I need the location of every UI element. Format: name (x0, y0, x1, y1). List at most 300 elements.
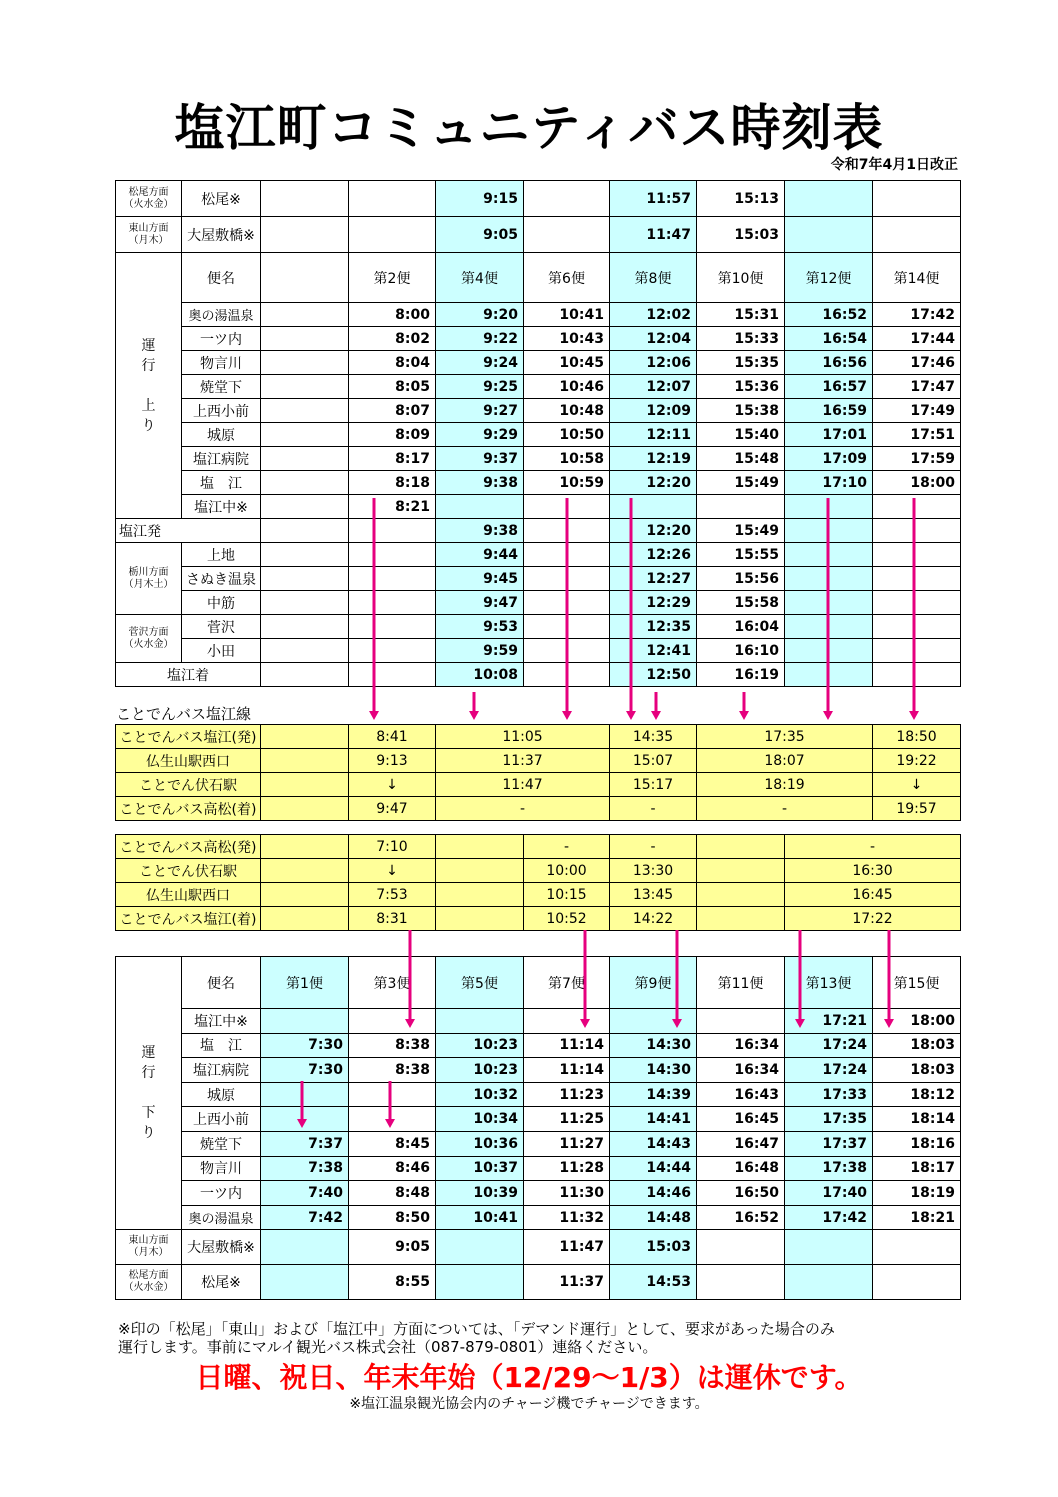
kotoden-down-row (116, 835, 961, 859)
time-cell: 15:49 (697, 519, 785, 543)
time-cell: 17:21 (785, 1009, 873, 1034)
time-cell: 12:29 (610, 591, 697, 615)
time-cell: 9:24 (436, 351, 524, 375)
loop-stop-row (116, 519, 961, 543)
time-cell: 12:20 (610, 519, 697, 543)
loop-stop-row (116, 615, 961, 639)
empty-cell (436, 835, 524, 859)
kotoden-up-row (116, 773, 961, 797)
time-cell: 17:24 (785, 1033, 873, 1058)
stop-name: ことでん伏石駅 (116, 773, 261, 797)
time-cell: ↓ (349, 859, 436, 883)
stop-name: ことでんバス塩江(着) (116, 907, 261, 931)
stop-name: 一ツ内 (182, 1181, 261, 1206)
stop-name: 大屋敷橋※ (182, 217, 261, 253)
time-cell (261, 303, 349, 327)
time-cell: 10:23 (436, 1033, 524, 1058)
time-cell: 18:03 (873, 1033, 961, 1058)
time-cell (873, 639, 961, 663)
empty-cell (261, 907, 349, 931)
time-cell: 10:00 (524, 859, 610, 883)
down-demand-row (116, 1230, 961, 1265)
time-cell: 17:35 (697, 725, 873, 749)
time-cell: 17:35 (785, 1107, 873, 1132)
time-cell (349, 217, 436, 253)
demand-notice-line2: 運行します。事前にマルイ観光バス株式会社（087-879-0801）連絡ください。 (118, 1338, 658, 1356)
time-cell (436, 1009, 524, 1034)
time-cell: - (524, 835, 610, 859)
time-cell: 16:56 (785, 351, 873, 375)
run-number: 第5便 (436, 957, 524, 1009)
time-cell: - (436, 797, 610, 821)
kotoden-down-row (116, 859, 961, 883)
time-cell (785, 639, 873, 663)
time-cell: 12:50 (610, 663, 697, 687)
time-cell: 11:28 (524, 1156, 610, 1181)
time-cell: 7:10 (349, 835, 436, 859)
time-cell (524, 519, 610, 543)
down-stop-row (116, 1082, 961, 1107)
time-cell (261, 1265, 349, 1300)
stop-name: 奥の湯温泉 (182, 303, 261, 327)
up-timetable (115, 180, 961, 687)
time-cell: 10:50 (524, 423, 610, 447)
time-cell: 16:45 (785, 883, 961, 907)
time-cell: 11:37 (436, 749, 610, 773)
time-cell (261, 327, 349, 351)
time-cell: 9:59 (436, 639, 524, 663)
time-cell: 14:48 (610, 1205, 697, 1230)
time-cell: 10:45 (524, 351, 610, 375)
direction-label: 松尾方面 （火水金） (116, 1265, 182, 1300)
time-cell (261, 1230, 349, 1265)
time-cell: 15:35 (697, 351, 785, 375)
loop-stop-row (116, 639, 961, 663)
time-cell (261, 591, 349, 615)
time-cell: 12:26 (610, 543, 697, 567)
time-cell (349, 663, 436, 687)
time-cell: 11:32 (524, 1205, 610, 1230)
time-cell (261, 447, 349, 471)
down-stop-row (116, 1107, 961, 1132)
time-cell (261, 471, 349, 495)
stop-name: 松尾※ (182, 1265, 261, 1300)
time-cell (785, 543, 873, 567)
time-cell: 8:17 (349, 447, 436, 471)
time-cell (785, 591, 873, 615)
time-cell: 7:40 (261, 1181, 349, 1206)
time-cell (349, 519, 436, 543)
time-cell: 17:10 (785, 471, 873, 495)
time-cell: 7:30 (261, 1058, 349, 1083)
time-cell: 18:16 (873, 1131, 961, 1156)
time-cell: 12:41 (610, 639, 697, 663)
stop-name: 一ツ内 (182, 327, 261, 351)
time-cell (349, 615, 436, 639)
kotoden-up-row (116, 725, 961, 749)
kotoden-down-row (116, 883, 961, 907)
time-cell (261, 495, 349, 519)
time-cell: 16:45 (697, 1107, 785, 1132)
up-stop-row (116, 327, 961, 351)
run-number: 第12便 (785, 253, 873, 303)
up-demand-row (116, 217, 961, 253)
time-cell (261, 519, 349, 543)
time-cell: 11:47 (436, 773, 610, 797)
time-cell: 10:15 (524, 883, 610, 907)
time-cell (349, 639, 436, 663)
time-cell: 8:46 (349, 1156, 436, 1181)
time-cell: 10:59 (524, 471, 610, 495)
time-cell: 8:45 (349, 1131, 436, 1156)
time-cell (524, 1009, 610, 1034)
time-cell: - (610, 797, 697, 821)
time-cell: 9:37 (436, 447, 524, 471)
time-cell (873, 1230, 961, 1265)
stop-name: 小田 (182, 639, 261, 663)
run-label: 便名 (182, 957, 261, 1009)
time-cell (261, 217, 349, 253)
time-cell: 9:47 (436, 591, 524, 615)
time-cell: 15:48 (697, 447, 785, 471)
time-cell (524, 495, 610, 519)
time-cell: 14:30 (610, 1033, 697, 1058)
time-cell: 10:23 (436, 1058, 524, 1083)
time-cell: 9:45 (436, 567, 524, 591)
up-stop-row (116, 447, 961, 471)
stop-name: ことでんバス高松(着) (116, 797, 261, 821)
time-cell (261, 1009, 349, 1034)
up-stop-row (116, 495, 961, 519)
run-number: 第13便 (785, 957, 873, 1009)
time-cell: 18:50 (873, 725, 961, 749)
time-cell: 16:59 (785, 399, 873, 423)
run-number: 第6便 (524, 253, 610, 303)
stop-name: 焼堂下 (182, 375, 261, 399)
time-cell (261, 615, 349, 639)
down-stop-row (116, 1009, 961, 1034)
holiday-notice: 日曜、祝日、年末年始（12/29～1/3）は運休です。 (195, 1361, 863, 1394)
time-cell: 15:36 (697, 375, 785, 399)
time-cell: 8:38 (349, 1033, 436, 1058)
time-cell (524, 543, 610, 567)
time-cell (349, 543, 436, 567)
time-cell: 9:47 (349, 797, 436, 821)
empty-cell (697, 835, 785, 859)
stop-name: 塩江中※ (182, 495, 261, 519)
time-cell: ↓ (873, 773, 961, 797)
time-cell: 8:55 (349, 1265, 436, 1300)
time-cell: 15:03 (697, 217, 785, 253)
time-cell: 16:30 (785, 859, 961, 883)
time-cell: 12:06 (610, 351, 697, 375)
down-stop-row (116, 1156, 961, 1181)
stop-name: 仏生山駅西口 (116, 883, 261, 907)
time-cell: 17:51 (873, 423, 961, 447)
stop-name: 塩江発 (116, 519, 261, 543)
down-header-row (116, 957, 961, 1009)
time-cell: 17:46 (873, 351, 961, 375)
time-cell (349, 591, 436, 615)
time-cell (524, 181, 610, 217)
time-cell: 12:11 (610, 423, 697, 447)
time-cell (261, 567, 349, 591)
time-cell: 10:32 (436, 1082, 524, 1107)
time-cell: 11:30 (524, 1181, 610, 1206)
up-stop-row (116, 303, 961, 327)
time-cell (873, 519, 961, 543)
time-cell: 18:12 (873, 1082, 961, 1107)
time-cell: 16:47 (697, 1131, 785, 1156)
time-cell: 13:30 (610, 859, 697, 883)
kotoden-up-table (115, 724, 961, 821)
time-cell (785, 495, 873, 519)
time-cell: 17:22 (785, 907, 961, 931)
time-cell: 19:57 (873, 797, 961, 821)
time-cell: 8:05 (349, 375, 436, 399)
run-number: 第15便 (873, 957, 961, 1009)
time-cell: 7:42 (261, 1205, 349, 1230)
direction-vertical: 運 行 上 り (116, 253, 182, 519)
time-cell (261, 639, 349, 663)
empty-cell (697, 907, 785, 931)
time-cell: 8:07 (349, 399, 436, 423)
time-cell: 10:41 (436, 1205, 524, 1230)
loop-stop-row (116, 543, 961, 567)
time-cell: 16:10 (697, 639, 785, 663)
stop-name: 塩 江 (182, 1033, 261, 1058)
time-cell: 15:07 (610, 749, 697, 773)
time-cell: 15:58 (697, 591, 785, 615)
kotoden-down-row (116, 907, 961, 931)
empty-cell (697, 883, 785, 907)
time-cell: 18:07 (697, 749, 873, 773)
time-cell (873, 495, 961, 519)
time-cell: 11:47 (524, 1230, 610, 1265)
empty-cell (261, 749, 349, 773)
time-cell: 9:38 (436, 471, 524, 495)
time-cell: 9:29 (436, 423, 524, 447)
time-cell: 16:48 (697, 1156, 785, 1181)
time-cell: 10:58 (524, 447, 610, 471)
time-cell: - (610, 835, 697, 859)
time-cell: 17:01 (785, 423, 873, 447)
run-number: 第9便 (610, 957, 697, 1009)
time-cell (873, 217, 961, 253)
time-cell (785, 1230, 873, 1265)
time-cell: 7:37 (261, 1131, 349, 1156)
stop-name: 物言川 (182, 351, 261, 375)
stop-name: 塩江病院 (182, 447, 261, 471)
time-cell: 15:55 (697, 543, 785, 567)
loop-stop-row (116, 663, 961, 687)
time-cell: 12:27 (610, 567, 697, 591)
time-cell: 7:53 (349, 883, 436, 907)
time-cell (524, 567, 610, 591)
time-cell: 17:49 (873, 399, 961, 423)
time-cell (785, 615, 873, 639)
time-cell: 9:20 (436, 303, 524, 327)
stop-name: ことでんバス塩江(発) (116, 725, 261, 749)
time-cell: 17:42 (873, 303, 961, 327)
time-cell: 14:22 (610, 907, 697, 931)
run-number: 第1便 (261, 957, 349, 1009)
time-cell: 9:27 (436, 399, 524, 423)
time-cell (261, 423, 349, 447)
time-cell: 14:30 (610, 1058, 697, 1083)
time-cell: 12:04 (610, 327, 697, 351)
kotoden-down-table (115, 834, 961, 931)
stop-name: 上西小前 (182, 1107, 261, 1132)
time-cell: 8:18 (349, 471, 436, 495)
time-cell (524, 615, 610, 639)
time-cell: 15:40 (697, 423, 785, 447)
down-demand-row (116, 1265, 961, 1300)
time-cell: 15:03 (610, 1230, 697, 1265)
time-cell: 16:04 (697, 615, 785, 639)
stop-name: 焼堂下 (182, 1131, 261, 1156)
empty-cell (261, 835, 349, 859)
down-timetable (115, 956, 961, 1300)
time-cell: 19:22 (873, 749, 961, 773)
time-cell (697, 1009, 785, 1034)
empty-cell (436, 907, 524, 931)
stop-name: 菅沢 (182, 615, 261, 639)
stop-name: 塩江病院 (182, 1058, 261, 1083)
time-cell: 12:02 (610, 303, 697, 327)
time-cell: 10:41 (524, 303, 610, 327)
charge-notice: ※塩江温泉観光協会内のチャージ機でチャージできます。 (349, 1396, 709, 1412)
time-cell: 9:15 (436, 181, 524, 217)
time-cell: 10:46 (524, 375, 610, 399)
time-cell: 14:46 (610, 1181, 697, 1206)
time-cell: 12:19 (610, 447, 697, 471)
demand-notice-line1: ※印の「松尾」「東山」および「塩江中」方面については、「デマンド運行」として、要求があった場合のみ (118, 1320, 835, 1338)
time-cell (873, 1265, 961, 1300)
time-cell: 16:52 (697, 1205, 785, 1230)
time-cell: 16:54 (785, 327, 873, 351)
down-stop-row (116, 1181, 961, 1206)
stop-name: 奥の湯温泉 (182, 1205, 261, 1230)
time-cell: 16:19 (697, 663, 785, 687)
direction-label: 東山方面 （月木） (116, 217, 182, 253)
time-cell: 11:27 (524, 1131, 610, 1156)
time-cell: 14:43 (610, 1131, 697, 1156)
time-cell (349, 1009, 436, 1034)
stop-name: 大屋敷橋※ (182, 1230, 261, 1265)
stop-name: 城原 (182, 1082, 261, 1107)
direction-label: 東山方面 （月木） (116, 1230, 182, 1265)
time-cell: 16:34 (697, 1058, 785, 1083)
transfer-arrow (739, 692, 749, 720)
stop-name: 上地 (182, 543, 261, 567)
time-cell (261, 181, 349, 217)
stop-name: さぬき温泉 (182, 567, 261, 591)
time-cell: 15:13 (697, 181, 785, 217)
run-number: 第10便 (697, 253, 785, 303)
time-cell (349, 567, 436, 591)
time-cell: 16:57 (785, 375, 873, 399)
time-cell: 12:09 (610, 399, 697, 423)
time-cell: 16:52 (785, 303, 873, 327)
time-cell: 8:50 (349, 1205, 436, 1230)
time-cell: 12:07 (610, 375, 697, 399)
time-cell: 8:04 (349, 351, 436, 375)
time-cell: 11:47 (610, 217, 697, 253)
time-cell: 17:33 (785, 1082, 873, 1107)
time-cell (349, 1082, 436, 1107)
time-cell: 8:38 (349, 1058, 436, 1083)
stop-name: 上西小前 (182, 399, 261, 423)
up-stop-row (116, 375, 961, 399)
time-cell: 9:13 (349, 749, 436, 773)
up-demand-row (116, 181, 961, 217)
empty-cell (261, 859, 349, 883)
time-cell (610, 495, 697, 519)
time-cell (261, 543, 349, 567)
direction-label: 菅沢方面 （火水金） (116, 615, 182, 663)
time-cell: 17:42 (785, 1205, 873, 1230)
time-cell: 10:39 (436, 1181, 524, 1206)
run-number: 第8便 (610, 253, 697, 303)
time-cell: 15:33 (697, 327, 785, 351)
time-cell: ↓ (349, 773, 436, 797)
empty-cell (261, 725, 349, 749)
time-cell (436, 1265, 524, 1300)
empty-cell (261, 797, 349, 821)
stop-name: 中筋 (182, 591, 261, 615)
run-number: 第14便 (873, 253, 961, 303)
time-cell (524, 217, 610, 253)
time-cell: 8:41 (349, 725, 436, 749)
time-cell: 17:09 (785, 447, 873, 471)
up-stop-row (116, 423, 961, 447)
time-cell: 8:21 (349, 495, 436, 519)
stop-name: 松尾※ (182, 181, 261, 217)
time-cell (436, 495, 524, 519)
loop-stop-row (116, 567, 961, 591)
down-stop-row (116, 1058, 961, 1083)
time-cell: 18:21 (873, 1205, 961, 1230)
time-cell (785, 217, 873, 253)
time-cell: 15:17 (610, 773, 697, 797)
time-cell: 8:48 (349, 1181, 436, 1206)
time-cell: 9:05 (436, 217, 524, 253)
time-cell: 18:14 (873, 1107, 961, 1132)
time-cell: 9:38 (436, 519, 524, 543)
time-cell: - (697, 797, 873, 821)
empty-cell (261, 883, 349, 907)
transfer-arrow (469, 692, 479, 720)
down-stop-row (116, 1033, 961, 1058)
time-cell (261, 351, 349, 375)
transfer-arrow (651, 692, 661, 720)
time-cell (873, 663, 961, 687)
time-cell (785, 181, 873, 217)
direction-vertical: 運 行 下 り (116, 957, 182, 1230)
time-cell: 11:57 (610, 181, 697, 217)
time-cell: 10:37 (436, 1156, 524, 1181)
down-stop-row (116, 1131, 961, 1156)
time-cell: 9:22 (436, 327, 524, 351)
time-cell (873, 591, 961, 615)
run-label: 便名 (182, 253, 261, 303)
run-number: 第7便 (524, 957, 610, 1009)
stop-name: 城原 (182, 423, 261, 447)
time-cell (873, 615, 961, 639)
direction-label: 栃川方面 （月木土） (116, 543, 182, 615)
stop-name: 塩 江 (182, 471, 261, 495)
